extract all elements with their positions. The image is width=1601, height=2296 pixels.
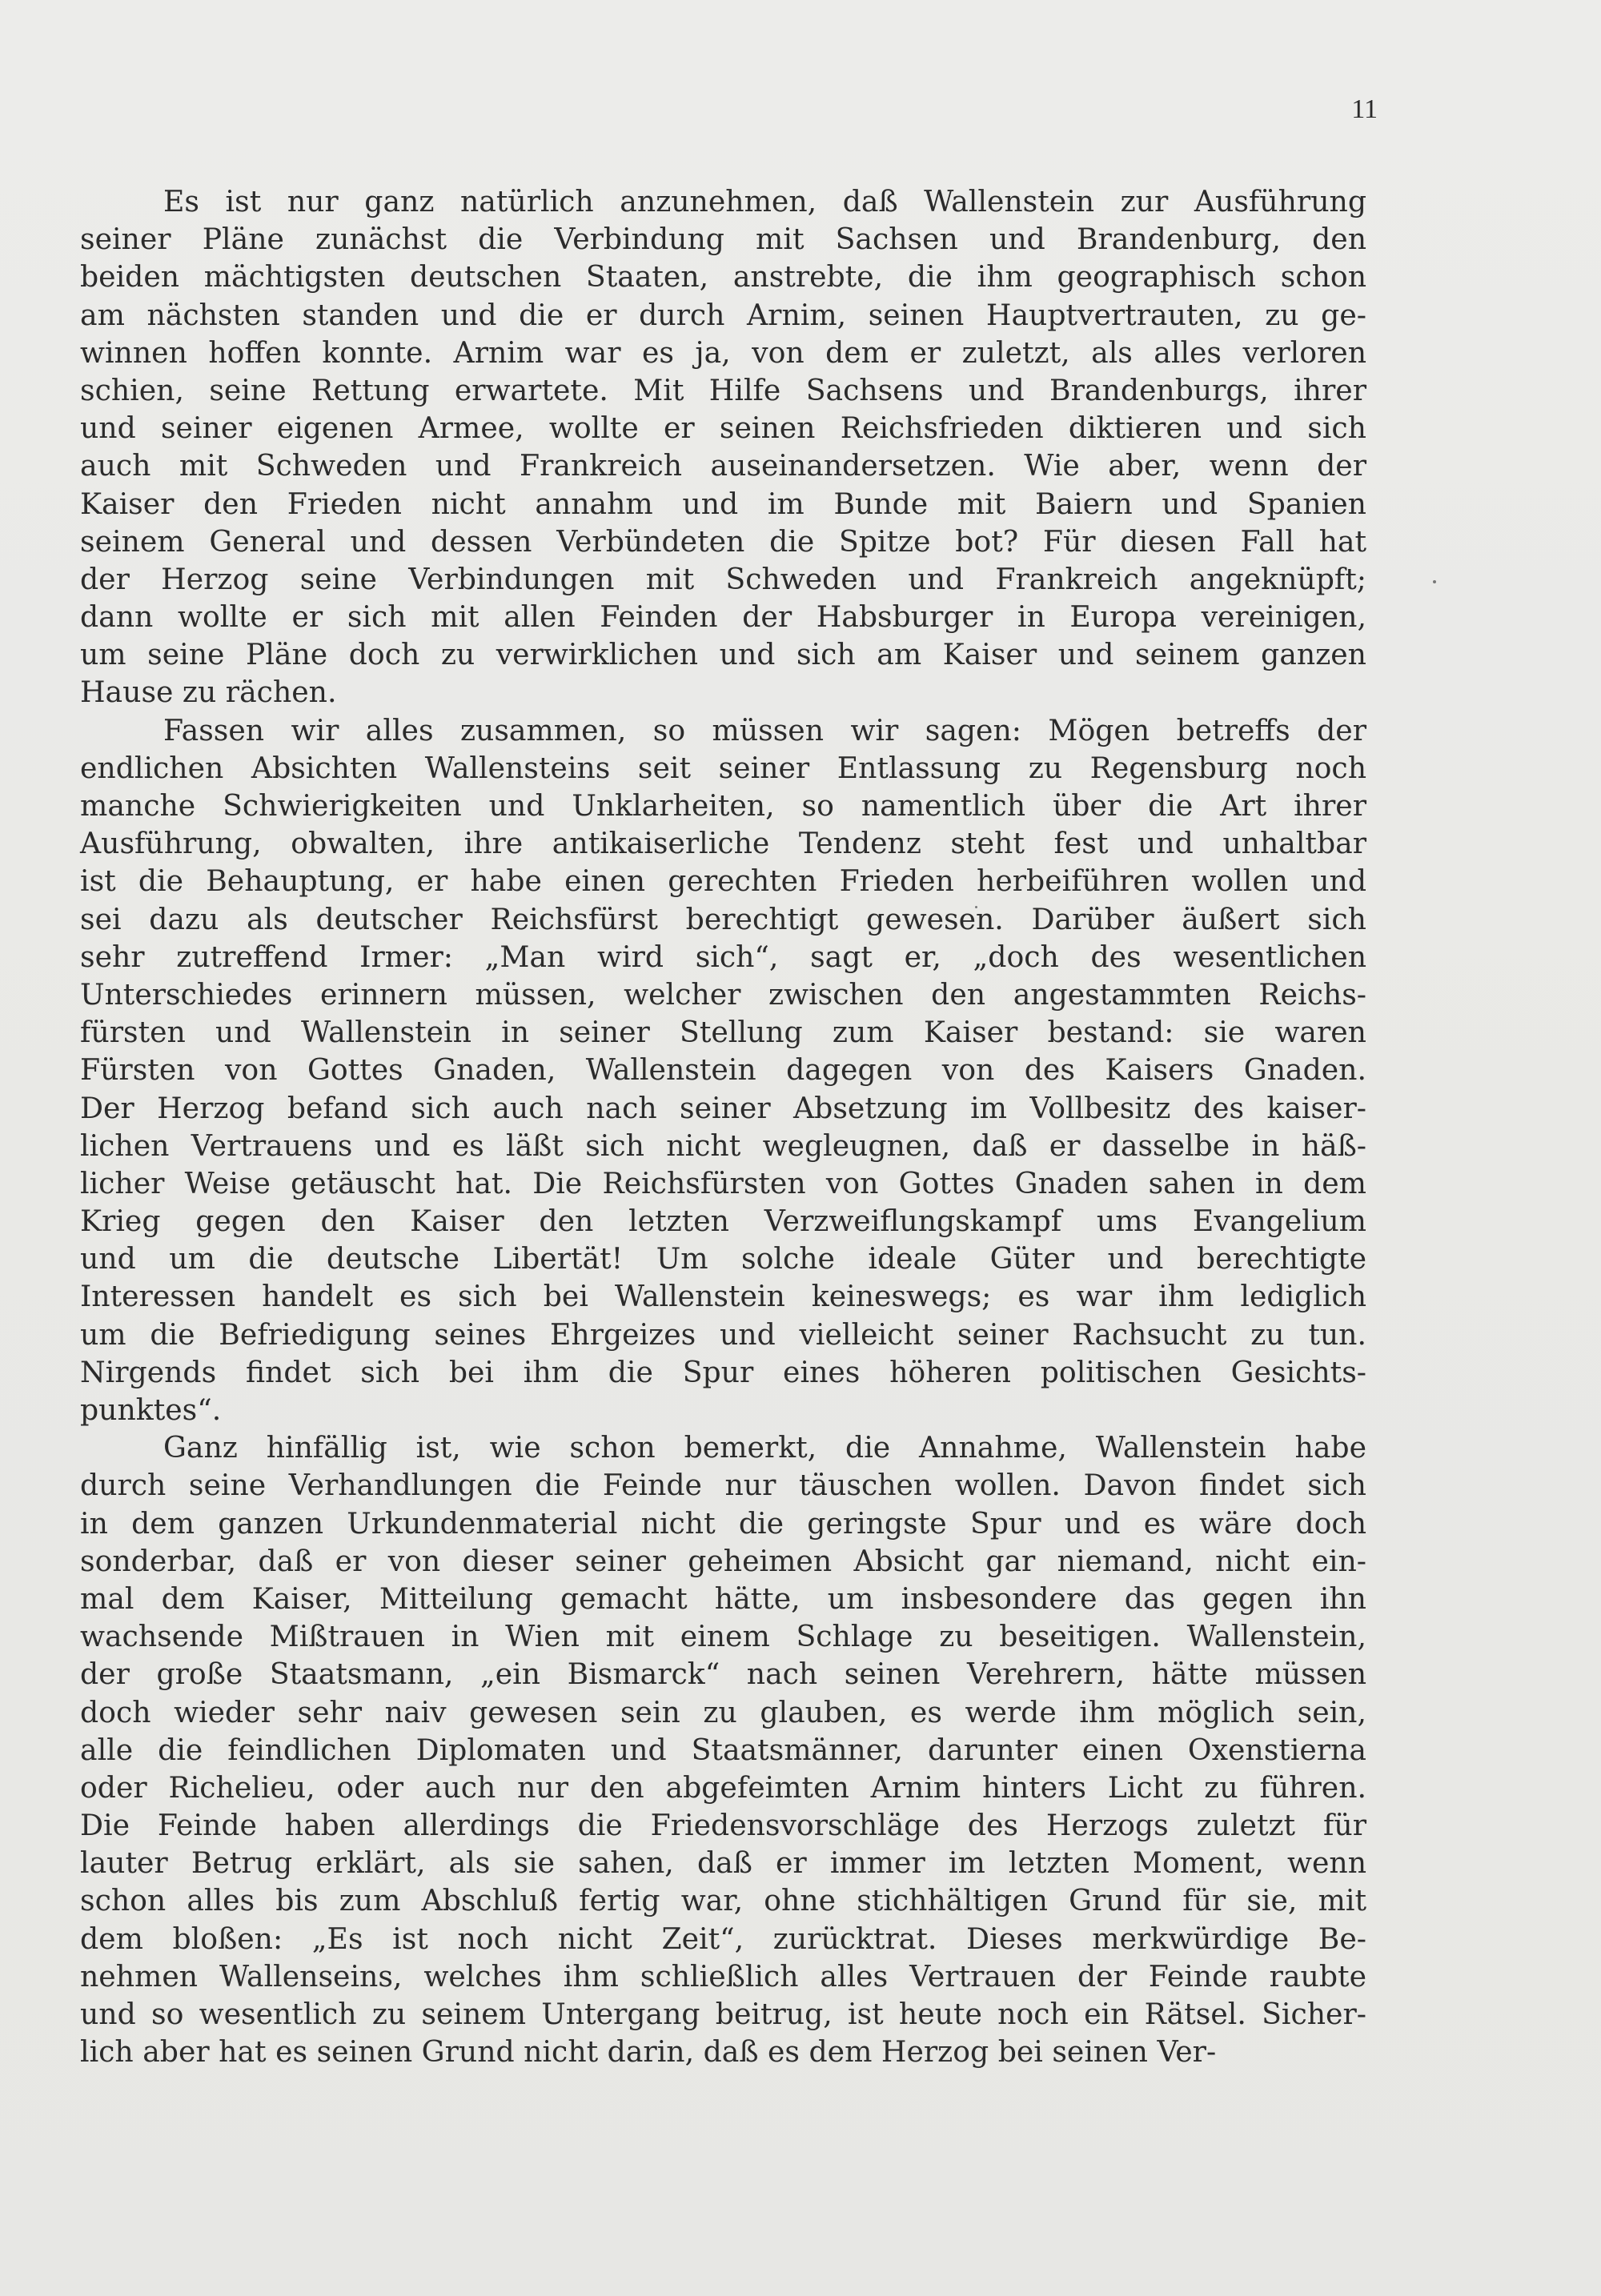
text-line: alle die feindlichen Diplomaten und Staatsmänner, darunter einen Oxenstierna bbox=[80, 1732, 1366, 1767]
text-line: ist die Behauptung, er habe einen gerechten Frieden herbeiführen wollen und bbox=[80, 864, 1366, 899]
text-line: um die Befriedigung seines Ehrgeizes und vielleicht seiner Rachsucht zu tun. bbox=[80, 1316, 1366, 1352]
paragraph bbox=[80, 711, 1366, 1429]
text-line: beiden mächtigsten deutschen Staaten, anstrebte, die ihm geographisch schon bbox=[80, 259, 1366, 295]
text-line: der große Staatsmann, „ein Bismarck“ nach seinen Verehrern, hätte müssen bbox=[80, 1657, 1366, 1692]
print-speck bbox=[1433, 580, 1436, 583]
text-line: punktes“. bbox=[80, 1392, 222, 1427]
text-line: mal dem Kaiser, Mitteilung gemacht hätte, um insbesondere das gegen ihn bbox=[80, 1581, 1366, 1616]
text-line: Unterschiedes erinnern müssen, welcher zwischen den angestammten Reichs- bbox=[80, 976, 1366, 1012]
text-line: und um die deutsche Libertät! Um solche ideale Güter und berechtigte bbox=[80, 1241, 1366, 1276]
text-line: schien, seine Rettung erwartete. Mit Hilfe Sachsens und Brandenburgs, ihrer bbox=[80, 372, 1366, 407]
text-line: auch mit Schweden und Frankreich auseinandersetzen. Wie aber, wenn der bbox=[80, 448, 1366, 483]
text-line: endlichen Absichten Wallensteins seit seiner Entlassung zu Regensburg noch bbox=[80, 750, 1366, 785]
text-line: seinem General und dessen Verbündeten die Spitze bot? Für diesen Fall hat bbox=[80, 523, 1366, 559]
text-line: lichen Vertrauens und es läßt sich nicht wegleugnen, daß er dasselbe in häß- bbox=[80, 1128, 1366, 1163]
text-line: Nirgends findet sich bei ihm die Spur eines höheren politischen Gesichts- bbox=[80, 1354, 1366, 1389]
text-line: der Herzog seine Verbindungen mit Schweden und Frankreich angeknüpft; bbox=[80, 561, 1366, 596]
text-line: Interessen handelt es sich bei Wallenstein keineswegs; es war ihm lediglich bbox=[80, 1279, 1366, 1314]
text-line: Fassen wir alles zusammen, so müssen wir sagen: Mögen betreffs der bbox=[163, 712, 1366, 747]
text-line: in dem ganzen Urkundenmaterial nicht die geringste Spur und es wäre doch bbox=[80, 1505, 1366, 1541]
text-line: doch wieder sehr naiv gewesen sein zu glauben, es werde ihm möglich sein, bbox=[80, 1694, 1366, 1729]
paragraph bbox=[80, 1428, 1366, 2070]
text-line: und seiner eigenen Armee, wollte er seinen Reichsfrieden diktieren und sich bbox=[80, 411, 1366, 446]
text-line: schon alles bis zum Abschluß fertig war, ohne stichhältigen Grund für sie, mit bbox=[80, 1883, 1366, 1918]
text-line: um seine Pläne doch zu verwirklichen und sich am Kaiser und seinem ganzen bbox=[80, 637, 1366, 672]
text-line: Der Herzog befand sich auch nach seiner Absetzung im Vollbesitz des kaiser- bbox=[80, 1090, 1366, 1125]
body-text bbox=[80, 182, 1366, 2070]
text-line: Ganz hinfällig ist, wie schon bemerkt, die Annahme, Wallenstein habe bbox=[163, 1430, 1366, 1465]
page-number: 11 bbox=[1351, 94, 1378, 124]
paragraph bbox=[80, 182, 1366, 711]
text-line: sehr zutreffend Irmer: „Man wird sich“, sagt er, „doch des wesentlichen bbox=[80, 939, 1366, 974]
text-line: winnen hoffen konnte. Arnim war es ja, von dem er zuletzt, als alles verloren bbox=[80, 335, 1366, 370]
text-line: nehmen Wallenseins, welches ihm schließlich alles Vertrauen der Feinde raubte bbox=[80, 1958, 1366, 1993]
text-line: manche Schwierigkeiten und Unklarheiten, so namentlich über die Art ihrer bbox=[80, 788, 1366, 823]
text-line: wachsende Mißtrauen in Wien mit einem Schlage zu beseitigen. Wallenstein, bbox=[80, 1619, 1366, 1654]
text-line: oder Richelieu, oder auch nur den abgefeimten Arnim hinters Licht zu führen. bbox=[80, 1769, 1366, 1805]
text-line: seiner Pläne zunächst die Verbindung mit Sachsen und Brandenburg, den bbox=[80, 222, 1366, 257]
text-line: sonderbar, daß er von dieser seiner geheimen Absicht gar niemand, nicht ein- bbox=[80, 1543, 1366, 1578]
text-line: Kaiser den Frieden nicht annahm und im Bunde mit Baiern und Spanien bbox=[80, 486, 1366, 521]
text-line: am nächsten standen und die er durch Arnim, seinen Hauptvertrauten, zu ge- bbox=[80, 297, 1366, 332]
text-line: Ausführung, obwalten, ihre antikaiserliche Tendenz steht fest und unhaltbar bbox=[80, 826, 1366, 861]
text-line: dann wollte er sich mit allen Feinden der Habsburger in Europa vereinigen, bbox=[80, 599, 1366, 635]
text-line: Fürsten von Gottes Gnaden, Wallenstein dagegen von des Kaisers Gnaden. bbox=[80, 1052, 1366, 1088]
text-line: sei dazu als deutscher Reichsfürst berechtigt gewesen. Darüber äußert sich bbox=[80, 901, 1366, 936]
text-line: und so wesentlich zu seinem Untergang beitrug, ist heute noch ein Rätsel. Sicher- bbox=[80, 1997, 1366, 2031]
text-line: Die Feinde haben allerdings die Friedensvorschläge des Herzogs zuletzt für bbox=[80, 1808, 1366, 1843]
text-line: Krieg gegen den Kaiser den letzten Verzweiflungskampf ums Evangelium bbox=[80, 1204, 1366, 1239]
text-line: lich aber hat es seinen Grund nicht darin, daß es dem Herzog bei seinen Ver- bbox=[80, 2034, 1217, 2070]
text-line: lauter Betrug erklärt, als sie sahen, daß er immer im letzten Moment, wenn bbox=[80, 1845, 1366, 1881]
text-line: durch seine Verhandlungen die Feinde nur täuschen wollen. Davon findet sich bbox=[80, 1468, 1366, 1503]
text-line: dem bloßen: „Es ist noch nicht Zeit“, zurücktrat. Dieses merkwürdige Be- bbox=[80, 1921, 1366, 1956]
text-line: licher Weise getäuscht hat. Die Reichsfürsten von Gottes Gnaden sahen in dem bbox=[80, 1165, 1366, 1200]
text-line: Hause zu rächen. bbox=[80, 675, 337, 710]
text-line: Es ist nur ganz natürlich anzunehmen, daß Wallenstein zur Ausführung bbox=[163, 184, 1366, 218]
text-line: fürsten und Wallenstein in seiner Stellung zum Kaiser bestand: sie waren bbox=[80, 1015, 1366, 1050]
